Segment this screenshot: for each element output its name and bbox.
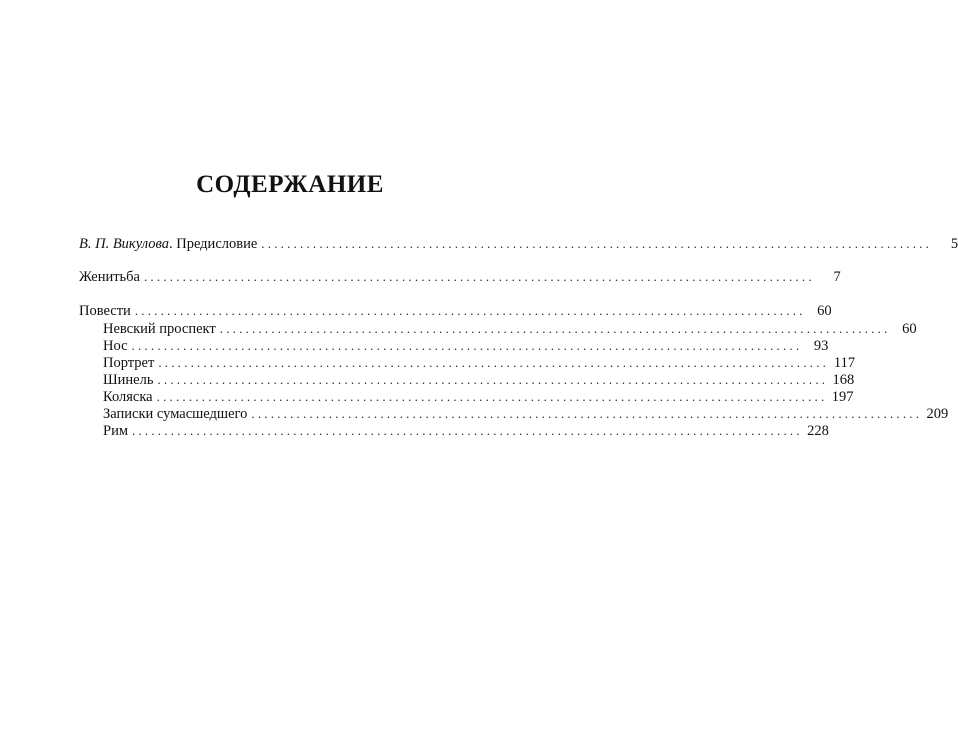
dot-leader: ........................................................................................................	[261, 236, 933, 251]
toc-subentry-portret	[103, 354, 856, 371]
toc-entry-title: Шинель	[103, 372, 154, 388]
toc-entry-povesti	[79, 302, 832, 319]
dot-leader: ........................................................................................................	[131, 338, 803, 353]
toc-subentry-zapiski	[103, 405, 949, 422]
toc-subentry-shinel	[103, 371, 855, 388]
dot-leader: ........................................................................................................	[156, 389, 828, 404]
dot-leader: ........................................................................................................	[158, 355, 830, 370]
toc-entry-preface	[79, 235, 958, 252]
toc-entry-text	[79, 236, 257, 253]
toc-entry-title: Нос	[103, 338, 128, 354]
dot-leader: ........................................................................................................	[134, 303, 806, 318]
toc-page-number: 7	[833, 269, 841, 285]
page-title: СОДЕРЖАНИЕ	[196, 171, 384, 198]
toc-page-number: 168	[832, 372, 855, 388]
dot-leader: ........................................................................................................	[219, 321, 891, 336]
toc-entry-title: Рим	[103, 423, 128, 439]
toc-page-number: 228	[807, 423, 829, 439]
toc-page-number: 93	[813, 338, 829, 354]
toc-entry-title: Невский проспект	[103, 321, 216, 337]
toc-page-number: 60	[817, 303, 832, 319]
dot-leader: ........................................................................................................	[143, 269, 815, 284]
toc-page-number: 209	[926, 406, 949, 422]
toc-subentry-nos	[103, 337, 829, 354]
toc-entry-title: Портрет	[103, 355, 155, 371]
toc-entry-title: Повести	[79, 303, 131, 319]
toc-subentry-rim	[103, 422, 829, 439]
toc-page-number: 5	[950, 236, 958, 252]
toc-entry-title: Предисловие	[176, 236, 258, 252]
toc-entry-title: Женитьба	[79, 269, 140, 285]
toc-page-number: 197	[831, 389, 854, 405]
toc-entry-title: Коляска	[103, 389, 153, 405]
toc-entry-author: В. П. Викулова	[79, 236, 169, 252]
toc-entry-title: Записки сумасшедшего	[103, 406, 248, 422]
toc-entry-separator: .	[168, 236, 177, 252]
dot-leader: ........................................................................................................	[251, 406, 923, 421]
dot-leader: ........................................................................................................	[132, 423, 803, 438]
toc-page-number: 117	[833, 355, 856, 371]
toc-entry-zhenitba	[79, 268, 841, 285]
toc-page-number: 60	[902, 321, 917, 337]
toc-subentry-nevsky	[103, 320, 917, 337]
dot-leader: ........................................................................................................	[157, 372, 829, 387]
toc-subentry-kolyaska	[103, 388, 854, 405]
